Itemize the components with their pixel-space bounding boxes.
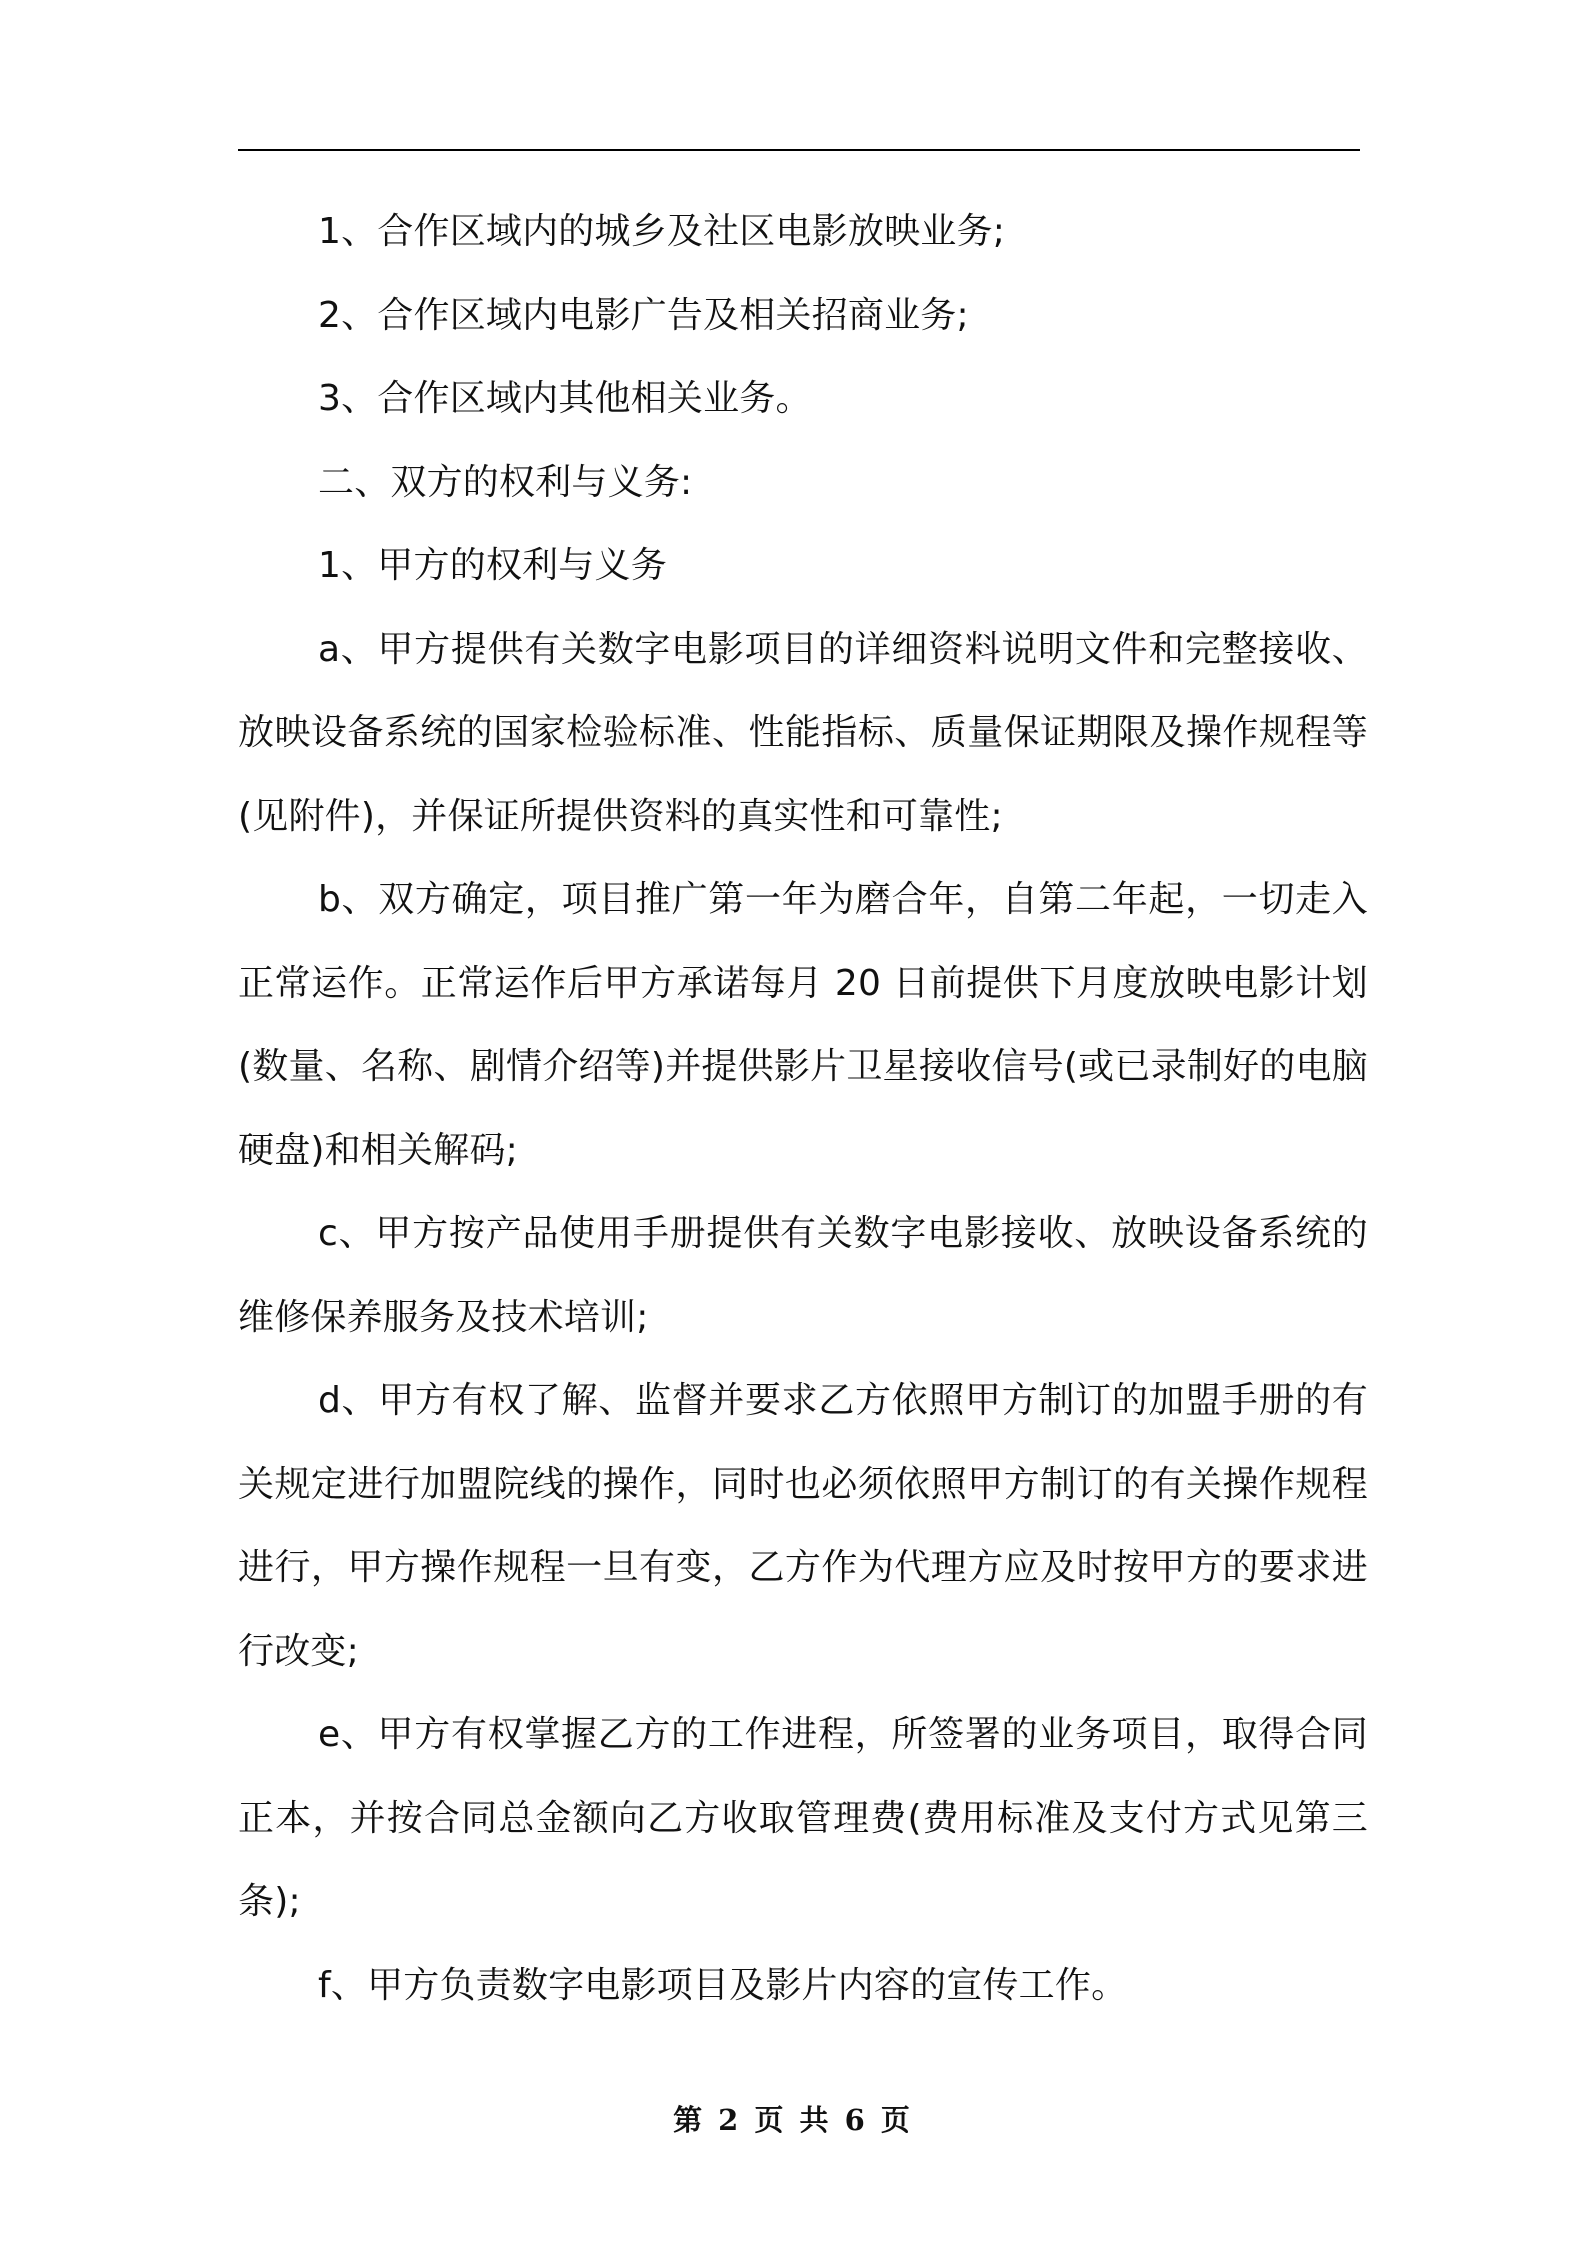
paragraph-business-item-1: 1、合作区域内的城乡及社区电影放映业务; <box>318 211 1006 252</box>
header-rule <box>238 149 1360 151</box>
paragraph-business-item-3: 3、合作区域内其他相关业务。 <box>318 378 812 419</box>
document-body <box>238 190 1368 2027</box>
clause-c: c、甲方按产品使用手册提供有关数字电影接收、放映设备系统的维修保养服务及技术培训; <box>238 1213 1368 1338</box>
clause-d: d、甲方有权了解、监督并要求乙方依照甲方制订的加盟手册的有关规定进行加盟院线的操作，同时也必须依照甲方制订的有关操作规程进行，甲方操作规程一旦有变，乙方作为代理方应及时按甲方的要求进行改变; <box>238 1380 1368 1672</box>
clause-b: b、双方确定，项目推广第一年为磨合年，自第二年起，一切走入正常运作。正常运作后甲方承诺每月 20 日前提供下月度放映电影计划(数量、名称、剧情介绍等)并提供影片卫星接收信号(或已录制好的电脑硬盘)和相关解码; <box>238 879 1368 1171</box>
clause-f: f、甲方负责数字电影项目及影片内容的宣传工作。 <box>318 1964 1128 2006</box>
paragraph-business-item-2: 2、合作区域内电影广告及相关招商业务; <box>318 294 969 336</box>
clause-e: e、甲方有权掌握乙方的工作进程，所签署的业务项目，取得合同正本，并按合同总金额向乙方收取管理费(费用标准及支付方式见第三条); <box>238 1714 1368 1922</box>
clause-a: a、甲方提供有关数字电影项目的详细资料说明文件和完整接收、放映设备系统的国家检验标准、性能指标、质量保证期限及操作规程等(见附件)，并保证所提供资料的真实性和可靠性; <box>238 628 1368 837</box>
section-heading-rights-obligations: 二、双方的权利与义务: <box>318 461 693 503</box>
subsection-heading-party-a: 1、甲方的权利与义务 <box>318 545 667 586</box>
page-number-footer: 第 2 页 共 6 页 <box>673 2103 913 2137</box>
